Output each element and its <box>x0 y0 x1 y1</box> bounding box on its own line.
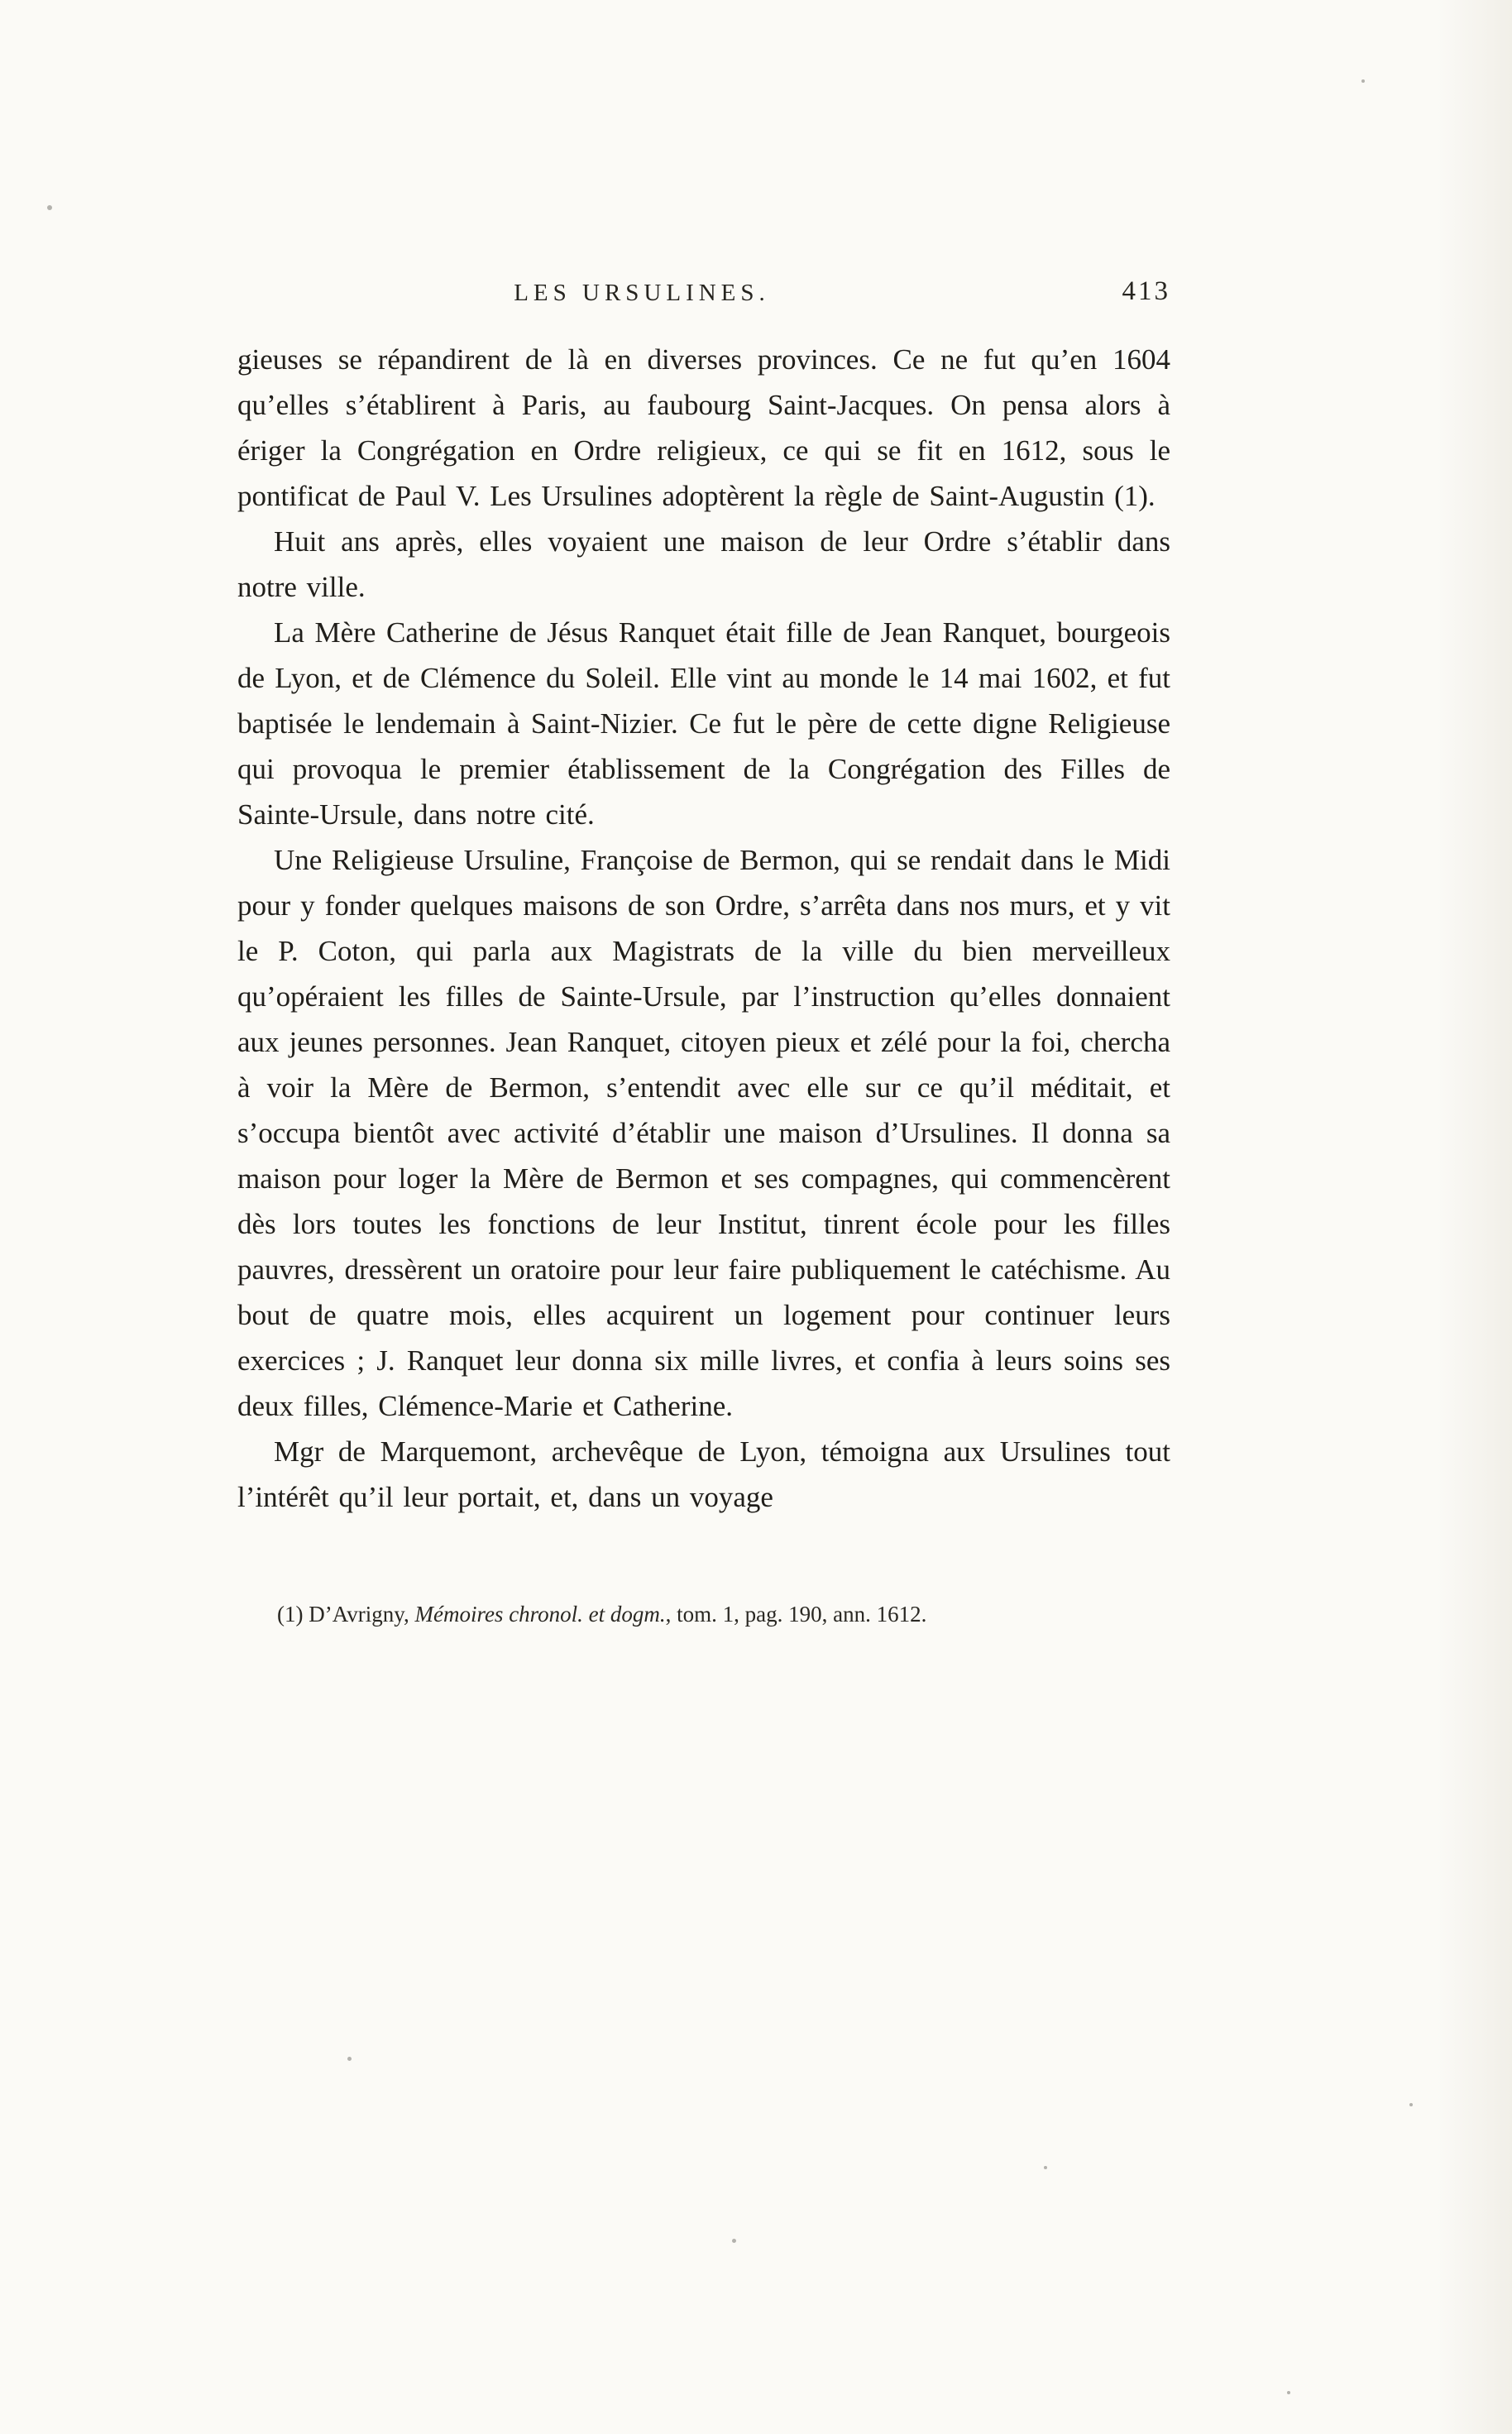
scan-speck <box>347 2057 352 2061</box>
scan-speck <box>1044 2166 1047 2169</box>
body-text <box>237 337 1170 1520</box>
paragraph-continuation: gieuses se répandirent de là en diverses provinces. Ce ne fut qu’en 1604 qu’elles s’établirent à Paris, au faubourg Saint-Jacques. On pensa alors à ériger la Congrégation en Ordre religieux, ce qui se fit en 1612, sous le pontificat de Paul V. Les Ursulines adoptèrent la règle de Saint-Augustin (1). <box>237 343 1170 512</box>
running-title: LES URSULINES. <box>514 280 770 306</box>
scan-speck <box>732 2239 736 2243</box>
paragraph-huit-ans: Huit ans après, elles voyaient une maison de leur Ordre s’établir dans notre ville. <box>237 525 1170 603</box>
scan-speck <box>1287 2391 1290 2394</box>
footnote <box>237 1598 1170 1630</box>
paragraph-mere-catherine: La Mère Catherine de Jésus Ranquet était fille de Jean Ranquet, bourgeois de Lyon, et de Clémence du Soleil. Elle vint au monde le 14 mai 1602, et fut baptisée le lendemain à Saint-Nizier. Ce fut le père de cette digne Religieuse qui provoqua le premier établissement de la Congrégation des Filles de Sainte-Ursule, dans notre cité. <box>237 616 1170 831</box>
footnote-work-title: Mémoires chronol. et dogm. <box>414 1602 666 1627</box>
paragraph-mgr-marquemont: Mgr de Marquemont, archevêque de Lyon, témoigna aux Ursulines tout l’intérêt qu’il leur portait, et, dans un voyage <box>237 1435 1170 1513</box>
page-number: 413 <box>1122 276 1170 306</box>
text-block <box>237 276 1170 1630</box>
running-header <box>237 276 1170 325</box>
paragraph-francoise-de-bermon: Une Religieuse Ursuline, Françoise de Bermon, qui se rendait dans le Midi pour y fonder quelques maisons de son Ordre, s’arrêta dans nos murs, et y vit le P. Coton, qui parla aux Magistrats de la ville du bien merveilleux qu’opéraient les filles de Sainte-Ursule, par l’instruction qu’elles donnaient aux jeunes personnes. Jean Ranquet, citoyen pieux et zélé pour la foi, chercha à voir la Mère de Bermon, s’entendit avec elle sur ce qu’il méditait, et s’occupa bientôt avec activité d’établir une maison d’Ursulines. Il donna sa maison pour loger la Mère de Bermon et ses compagnes, qui commencèrent dès lors toutes les fonctions de leur Institut, tinrent école pour les filles pauvres, dressèrent un oratoire pour leur faire publiquement le catéchisme. Au bout de quatre mois, elles acquirent un logement pour continuer leurs exercices ; J. Ranquet leur donna six mille livres, et confia à leurs soins ses deux filles, Clémence-Marie et Catherine. <box>237 844 1170 1422</box>
scan-speck <box>1361 79 1365 83</box>
scan-speck <box>47 205 52 210</box>
scan-speck <box>1409 2103 1413 2106</box>
footnote-citation-prefix: (1) D’Avrigny, <box>277 1602 415 1627</box>
footnote-citation-suffix: , tom. 1, pag. 190, ann. 1612. <box>665 1602 927 1627</box>
